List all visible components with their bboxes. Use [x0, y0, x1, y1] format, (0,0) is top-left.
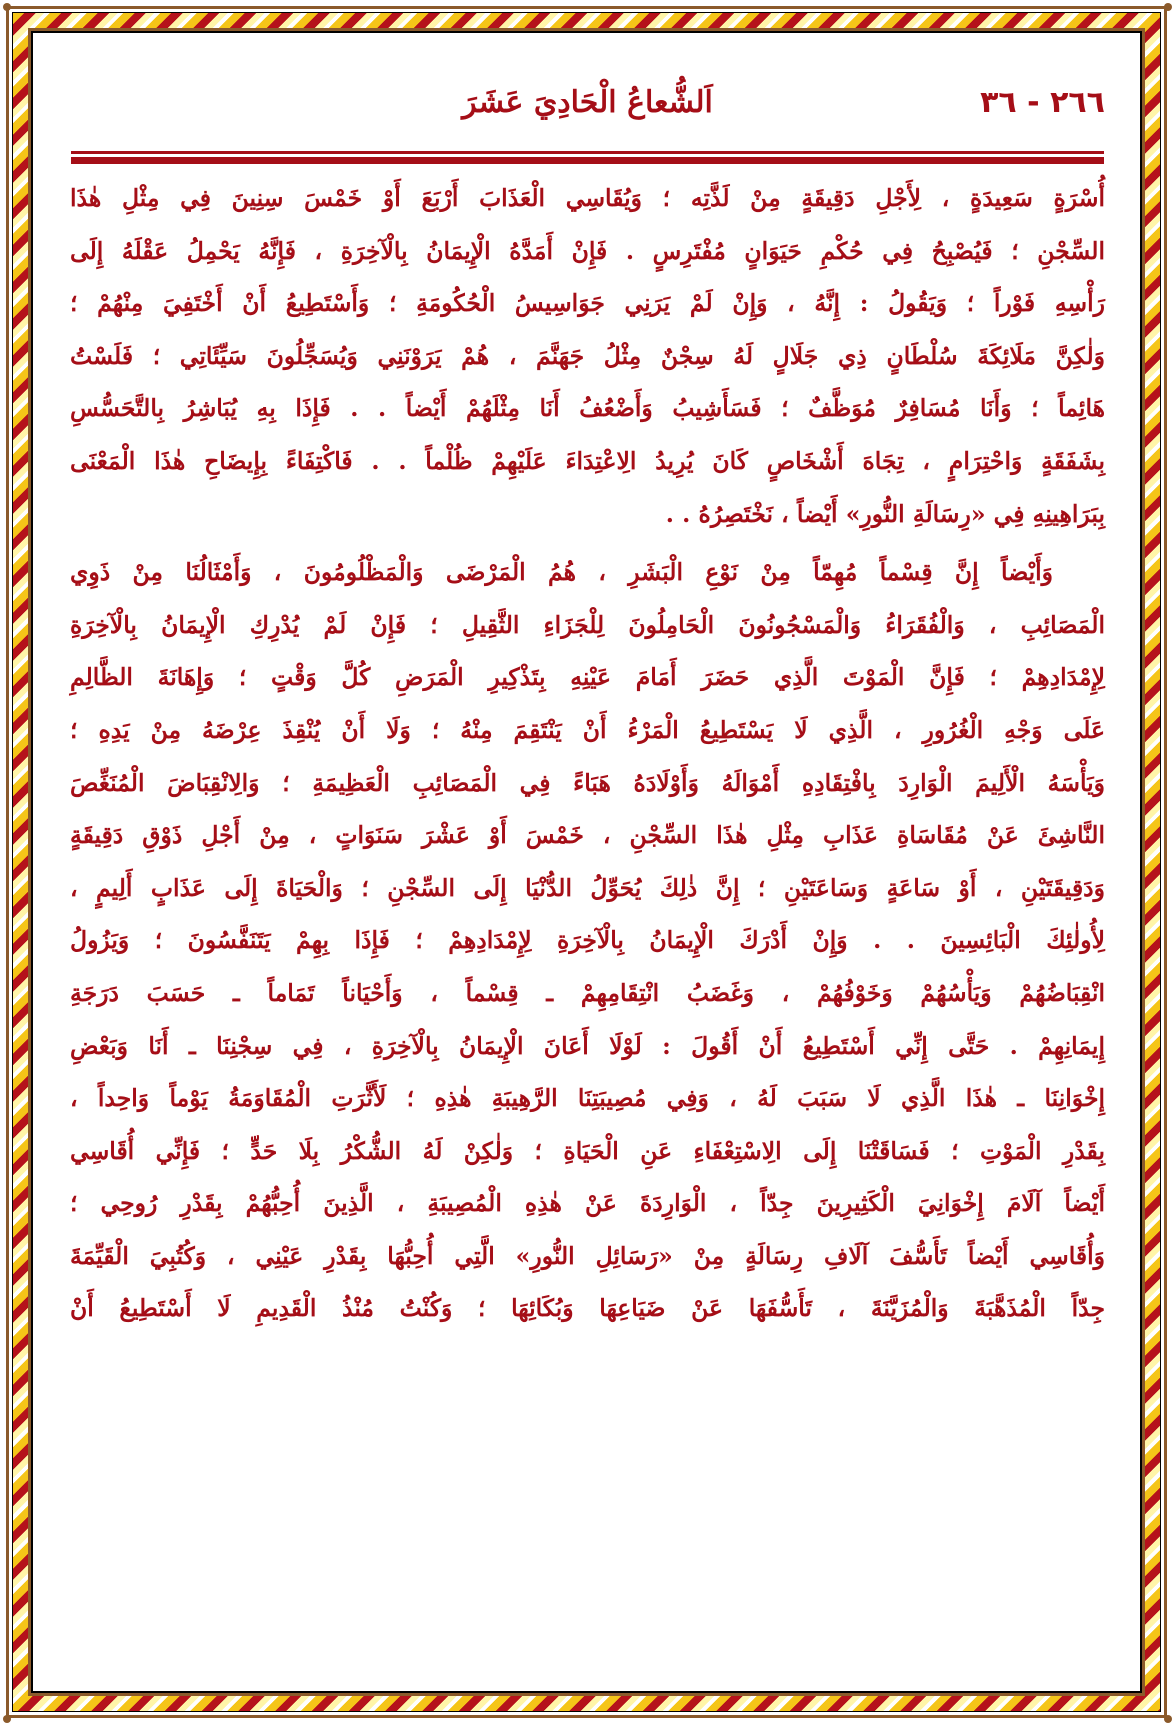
text-line: هَائِماً ؛ وَأَنَا مُسَافِرٌ مُوَظَّفٌ ؛ فَسَأَشِيبُ وَأَضْعُفُ أَنَا مِثْلَهُمْ أَيْضاً . . فَإِذَا بِهِ يُبَاشِرُ بِالتَّحَسُّسِ [70, 394, 1105, 423]
text-line: وَيَأْسَهُ الْأَلِيمَ الْوَارِدَ بِافْتِقَادِهِ أَمْوَالَهُ وَأَوْلَادَهُ هَبَاءً فِي الْمَصَائِبِ الْعَظِيمَةِ ؛ وَالِانْقِبَاضَ الْمُنَغِّصَ [70, 768, 1105, 797]
text-line: عَلَى وَجْهِ الْغُرُورِ ، الَّذِي لَا يَسْتَطِيعُ الْمَرْءُ أَنْ يَنْتَقِمَ مِنْهُ ؛ وَلَا أَنْ يُنْقِذَ عِرْضَهُ مِنْ يَدِهِ ؛ [70, 715, 1105, 744]
header-divider [71, 151, 1104, 164]
text-line: الْمَصَائِبِ ، وَالْفُقَرَاءُ وَالْمَسْجُونُونَ الْحَامِلُونَ لِلْجَزَاءِ الثَّقِيلِ ؛ فَإِنْ لَمْ يُدْرِكِ الْإِيمَانُ بِالْآخِرَةِ [70, 610, 1105, 639]
text-line: أُسْرَةٍ سَعِيدَةٍ ، لِأَجْلِ دَقِيقَةٍ مِنْ لَذَّتِه ؛ وَيُقَاسِي الْعَذَابَ أَرْبَعَ أَوْ خَمْسَ سِنِينَ فِي مِثْلِ هٰذَا [70, 184, 1105, 212]
text-line: أَيْضاً آلَامَ إِخْوَانِيَ الْكَثِيرِينَ جِدّاً ، الْوَارِدَةَ عَنْ هٰذِهِ الْمُصِيبَةِ ، الَّذِينَ أُحِبُّهُمْ بِقَدْرِ رُوحِي ؛ [70, 1189, 1105, 1218]
text-line: وَأُقَاسِي أَيْضاً تَأَسُّفَ آلَافِ رِسَالَةٍ مِنْ «رَسَائِلِ النُّورِ» الَّتِي أُحِبُّهَا بِقَدْرِ عَيْنِي ، وَكُتُبِيَ الْقَيِّمَةَ [70, 1241, 1105, 1270]
text-line: لِإِمْدَادِهِمْ ؛ فَإِنَّ الْمَوْتَ الَّذِي حَضَرَ أَمَامَ عَيْنِهِ بِتَذْكِيرِ الْمَرَضِ كُلَّ وَقْتٍ ؛ وَإِهَانَةَ الظَّالِمِ [70, 663, 1105, 692]
text-line: وَأَيْضاً إِنَّ قِسْماً مُهِمّاً مِنْ نَوْعِ الْبَشَرِ ، هُمُ الْمَرْضَى وَالْمَظْلُومُونَ ، وَأَمْثَالُنَا مِنْ ذَوِي [70, 558, 1053, 587]
text-line: انْقِبَاضُهُمْ وَيَأْسُهُمْ وَخَوْفُهُمْ ، وَغَضَبُ انْتِقَامِهِمْ ـ قِسْماً ، وَأَحْيَاناً تَمَاماً ـ حَسَبَ دَرَجَةِ [70, 978, 1105, 1007]
text-line: وَلٰكِنَّ مَلَائِكَةَ سُلْطَانٍ ذِي جَلَالٍ لَهُ سِجْنٌ مِثْلُ جَهَنَّمَ ، هُمْ يَرَوْنَنِي وَيُسَجِّلُونَ سَيِّئَاتِي ؛ فَلَسْتُ [70, 341, 1105, 370]
corner-ornament-bottom-left [3, 1715, 11, 1723]
chapter-title: اَلشُّعاعُ الْحَادِيَ عَشَرَ [462, 85, 713, 120]
text-line: وَدَقِيقَتَيْنِ ، أَوْ سَاعَةٍ وَسَاعَتَيْنِ ؛ إِنَّ ذٰلِكَ يُحَوِّلُ الدُّنْيَا إِلَى السِّجْنِ ؛ وَالْحَيَاةَ إِلَى عَذَابٍ أَلِيمٍ ، [70, 873, 1105, 902]
paragraph-1 [70, 172, 1105, 540]
paragraph-2 [70, 546, 1105, 1335]
text-line: جِدّاً الْمُذَهَّبَةَ وَالْمُزَيَّنَةَ ، تَأَسُّفَهَا عَنْ ضَيَاعِهَا وَبُكَائِهَا ؛ وَكُنْتُ مُنْذُ الْقَدِيمِ لَا أَسْتَطِيعُ أَنْ [70, 1294, 1105, 1323]
text-line: النَّاشِئَ عَنْ مُقَاسَاةِ عَذَابِ مِثْلِ هٰذَا السِّجْنِ ، خَمْسَ أَوْ عَشْرَ سَنَوَاتٍ ، مِنْ أَجْلِ ذَوْقِ دَقِيقَةٍ [70, 821, 1105, 850]
page-number: ٢٦٦ - ٣٦ [980, 85, 1105, 120]
divider-thick-line [71, 157, 1104, 164]
corner-ornament-top-left [3, 3, 11, 11]
body-text [70, 172, 1105, 1335]
text-line: رَأْسِهِ فَوْراً ؛ وَيَقُولُ : إِنَّهُ ، وَإِنْ لَمْ يَرَنِي جَوَاسِيسُ الْحُكُومَةِ ؛ وَأَسْتَطِيعُ أَنْ أَخْتَفِيَ مِنْهُمْ ؛ [70, 289, 1105, 318]
text-line: السِّجْنِ ؛ فَيُصْبِحُ فِي حُكْمِ حَيَوَانٍ مُفْتَرِسٍ . فَإِنْ أَمَدَّهُ الْإِيمَانُ بِالْآخِرَةِ ، فَإِنَّهُ يَحْمِلُ عَقْلَهُ إِلَى [70, 236, 1105, 265]
text-line: إِيمَانِهِمْ . حَتَّى إِنِّي أَسْتَطِيعُ أَنْ أَقُولَ : لَوْلَا أَعَانَ الْإِيمَانُ بِالْآخِرَةِ ، فِي سِجْنِنَا ـ أَنَا وَبَعْضِ [70, 1031, 1106, 1060]
text-line: بِشَفَقَةٍ وَاحْتِرَامٍ ، تِجَاهَ أَشْخَاصٍ كَانَ يُرِيدُ الِاعْتِدَاءَ عَلَيْهِمْ ظُلْماً . . فَاكْتِفَاءً بِإِيضَاحِ هٰذَا الْمَعْنَى [70, 446, 1105, 475]
text-line: لِأُولٰئِكَ الْبَائِسِينَ . . وَإِنْ أَدْرَكَ الْإِيمَانُ بِالْآخِرَةِ لِإِمْدَادِهِمْ ؛ فَإِذَا بِهِمْ يَتَنَفَّسُونَ ؛ وَيَزُولُ [70, 926, 1105, 955]
text-line: إِخْوَانِنَا ـ هٰذَا الَّذِي لَا سَبَبَ لَهُ ، وَفِي مُصِيبَتِنَا الرَّهِيبَةِ هٰذِهِ ؛ لَأَثَّرَتِ الْمُقَاوَمَةُ يَوْماً وَاحِداً ، [70, 1084, 1105, 1113]
text-line: بِبَرَاهِينِهِ فِي «رِسَالَةِ النُّورِ» أَيْضاً ، نَخْتَصِرُهُ . . [665, 499, 1105, 528]
corner-ornament-top-right [1164, 3, 1172, 11]
page-header [70, 85, 1105, 140]
text-line: بِقَدْرِ الْمَوْتِ ؛ فَسَاقَتْنَا إِلَى الِاسْتِعْفَاءِ عَنِ الْحَيَاةِ ؛ وَلٰكِنْ لَهُ الشُّكْرُ بِلَا حَدٍّ ؛ فَإِنِّي أُقَاسِي [70, 1136, 1105, 1165]
corner-ornament-bottom-right [1164, 1715, 1172, 1723]
